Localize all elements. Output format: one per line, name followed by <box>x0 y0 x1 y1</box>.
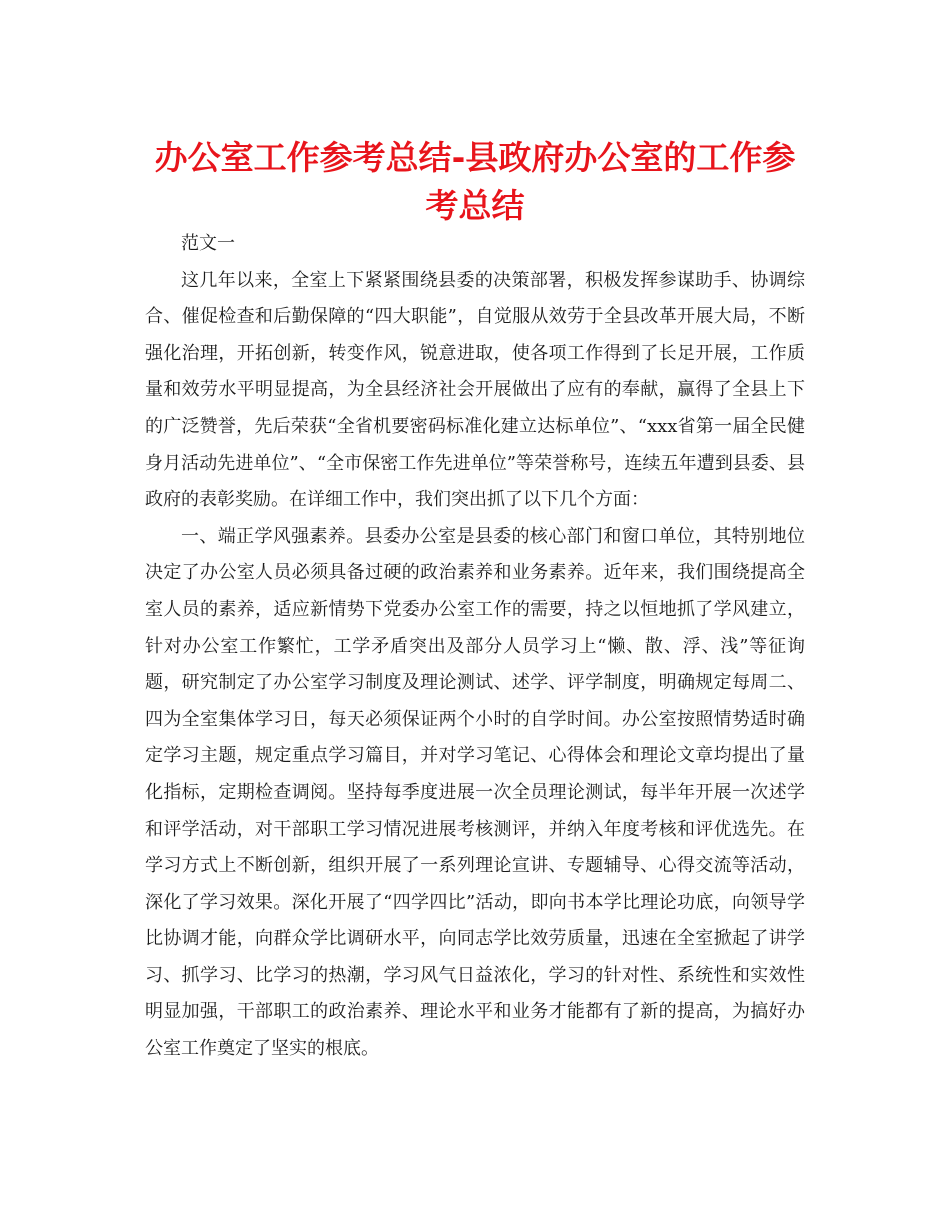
paragraph-heading: 范文一 <box>181 233 235 254</box>
document-body <box>145 226 805 1068</box>
document-title: 办公室工作参考总结-县政府办公室的工作参考总结 <box>154 138 796 225</box>
paragraph-section-1: 一、端正学风强素养。县委办公室是县委的核心部门和窗口单位，其特别地位决定了办公室人员必须具备过硬的政治素养和业务素养。近年来，我们围绕提高全室人员的素养，适应新情势下党委办公室工作的需要，持之以恒地抓了学风建立，针对办公室工作繁忙，工学矛盾突出及部分人员学习上“懒、散、浮、浅”等征询题，研究制定了办公室学习制度及理论测试、述学、评学制度，明确规定每周二、四为全室集体学习日，每天必须保证两个小时的自学时间。办公室按照情势适时确定学习主题，规定重点学习篇目，并对学习笔记、心得体会和理论文章均提出了量化指标，定期检查调阅。坚持每季度进展一次全员理论测试，每半年开展一次述学和评学活动，对干部职工学习情况进展考核测评，并纳入年度考核和评优选先。在学习方式上不断创新，组织开展了一系列理论宣讲、专题辅导、心得交流等活动，深化了学习效果。深化开展了“四学四比”活动，即向书本学比理论功底，向领导学比协调才能，向群众学比调研水平，向同志学比效劳质量，迅速在全室掀起了讲学习、抓学习、比学习的热潮，学习风气日益浓化，学习的针对性、系统性和实效性明显加强，干部职工的政治素养、理论水平和业务才能都有了新的提高，为搞好办公室工作奠定了坚实的根底。 <box>145 525 805 1060</box>
paragraph-intro: 这几年以来，全室上下紧紧围绕县委的决策部署，积极发挥参谋助手、协调综合、催促检查和后勤保障的“四大职能”，自觉服从效劳于全县改革开展大局，不断强化治理，开拓创新，转变作风，锐意进取，使各项工作得到了长足开展，工作质量和效劳水平明显提高，为全县经济社会开展做出了应有的奉献，赢得了全县上下的广泛赞誉，先后荣获“全省机要密码标准化建立达标单位”、“xxx省第一届全民健身月活动先进单位”、“全市保密工作先进单位”等荣誉称号，连续五年遭到县委、县政府的表彰奖励。在详细工作中，我们突出抓了以下几个方面： <box>145 269 805 511</box>
